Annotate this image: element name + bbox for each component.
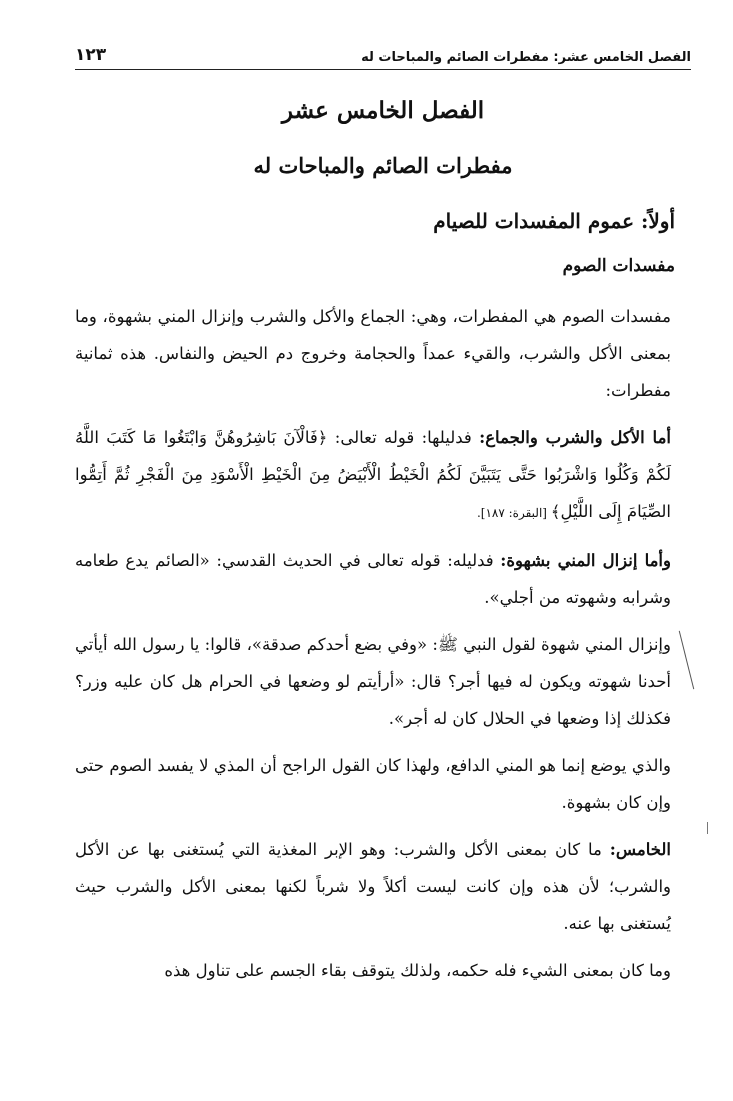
paragraph-3-lead: وأما إنزال المني بشهوة: <box>500 551 671 570</box>
verse-reference: [البقرة: ١٨٧]. <box>476 506 551 520</box>
body-text <box>75 298 671 999</box>
paragraph-6 <box>75 831 671 942</box>
paragraph-6-lead: الخامس: <box>609 840 671 859</box>
paragraph-5: والذي يوضع إنما هو المني الدافع، ولهذا كان القول الراجح أن المذي لا يفسد الصوم حتى وإن كان بشهوة. <box>75 756 671 812</box>
paragraph-3-text: فدليله: قوله تعالى في الحديث القدسي: «الصائم يدع طعامه وشرابه وشهوته من أجلي». <box>75 551 671 607</box>
margin-tick-mark <box>707 822 708 834</box>
sub-heading: مفسدات الصوم <box>562 256 675 276</box>
paragraph-2 <box>75 419 671 532</box>
margin-pencil-mark <box>679 631 694 689</box>
running-title: الفصل الخامس عشر: مفطرات الصائم والمباحات له <box>361 50 691 65</box>
paragraph-1: مفسدات الصوم هي المفطرات، وهي: الجماع والأكل والشرب وإنزال المني بشهوة، وما بمعنى الأكل والشرب، والقيء عمداً والحجامة وخروج دم الحيض والنفاس. هذه ثمانية مفطرات: <box>75 307 671 400</box>
quran-verse: ﴿فَالْآنَ بَاشِرُوهُنَّ وَابْتَغُوا مَا كَتَبَ اللَّهُ لَكُمْ وَكُلُوا وَاشْرَبُوا حَتَّى يَتَبَيَّنَ لَكُمُ الْخَيْطُ الْأَبْيَضُ مِنَ الْخَيْطِ الْأَسْوَدِ مِنَ الْفَجْرِ ثُمَّ أَتِمُّوا الصِّيَامَ إِلَى اللَّيْلِ﴾ <box>75 428 671 521</box>
page-number: ١٢٣ <box>75 45 107 65</box>
running-header <box>75 40 691 70</box>
paragraph-7: وما كان بمعنى الشيء فله حكمه، ولذلك يتوقف بقاء الجسم على تناول هذه <box>164 961 671 980</box>
paragraph-3 <box>75 542 671 616</box>
section-heading: أولاً: عموم المفسدات للصيام <box>433 209 675 233</box>
chapter-title: الفصل الخامس عشر <box>281 97 485 124</box>
chapter-subtitle: مفطرات الصائم والمباحات له <box>253 153 513 178</box>
paragraph-4: وإنزال المني شهوة لقول النبي ﷺ: «وفي بضع أحدكم صدقة»، قالوا: يا رسول الله أيأتي أحدنا شهوته ويكون له فيها أجر؟ قال: «أرأيتم لو وضعها في الحرام هل كان عليه وزر؟ فكذلك إذا وضعها في الحلال كان له أجر». <box>75 635 671 728</box>
paragraph-2-lead: أما الأكل والشرب والجماع: <box>479 428 671 447</box>
paragraph-6-text: ما كان بمعنى الأكل والشرب: وهو الإبر المغذية التي يُستغنى بها عن الأكل والشرب؛ لأن هذه وإن كانت ليست أكلاً ولا شرباً لكنها بمعنى الأكل والشرب حيث يُستغنى بها عنه. <box>75 840 671 933</box>
paragraph-2-text: فدليلها: قوله تعالى: <box>327 428 480 447</box>
